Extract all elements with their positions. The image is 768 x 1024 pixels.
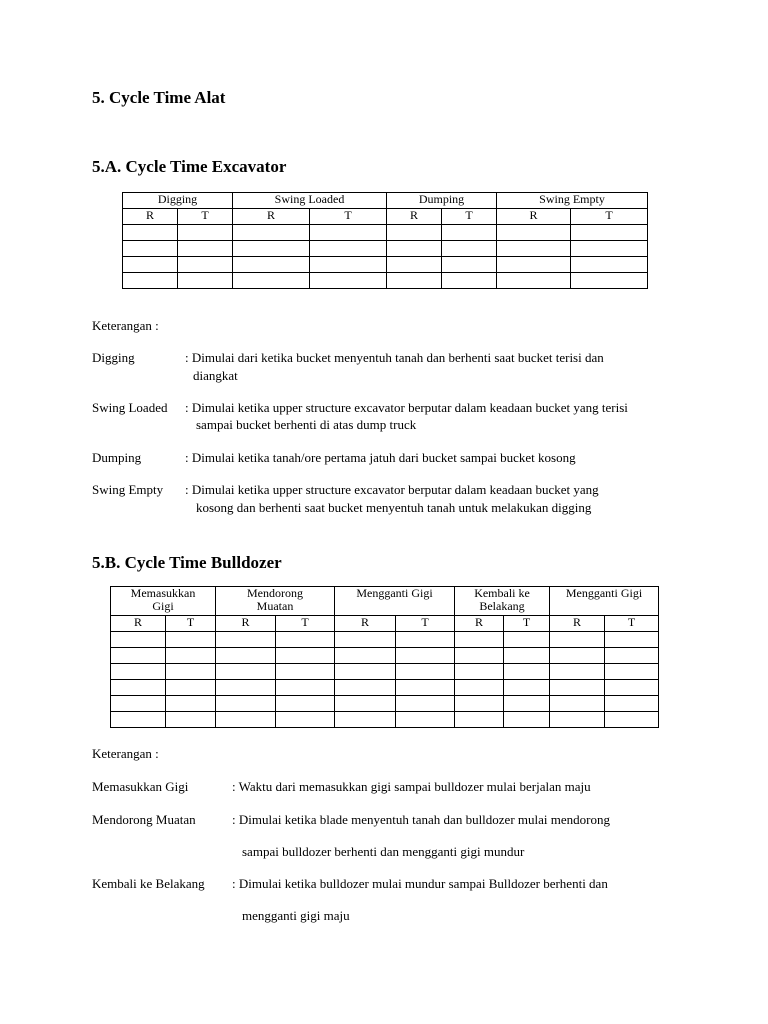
- sub-r: R: [233, 209, 310, 225]
- def-text-swing-empty: : Dimulai ketika upper structure excavator berputar dalam keadaan bucket yang: [185, 482, 599, 497]
- excavator-header-row: [123, 193, 648, 209]
- table-cell[interactable]: [504, 648, 550, 664]
- table-cell[interactable]: [550, 648, 605, 664]
- table-cell[interactable]: [111, 712, 166, 728]
- def-term-digging: Digging: [92, 350, 135, 365]
- header-line: Muatan: [256, 599, 294, 613]
- table-cell[interactable]: [455, 696, 504, 712]
- table-row: [123, 225, 648, 241]
- table-cell[interactable]: [123, 273, 178, 289]
- table-cell[interactable]: [396, 696, 455, 712]
- sub-t: T: [605, 616, 659, 632]
- table-cell[interactable]: [233, 241, 310, 257]
- table-cell[interactable]: [216, 680, 276, 696]
- excavator-heading: 5.A. Cycle Time Excavator: [92, 157, 287, 176]
- table-cell[interactable]: [605, 680, 659, 696]
- table-cell[interactable]: [571, 225, 648, 241]
- table-cell[interactable]: [396, 664, 455, 680]
- table-cell[interactable]: [216, 712, 276, 728]
- table-row: [111, 712, 659, 728]
- table-cell[interactable]: [396, 680, 455, 696]
- table-cell[interactable]: [497, 273, 571, 289]
- table-cell[interactable]: [233, 225, 310, 241]
- sub-r: R: [335, 616, 396, 632]
- table-cell[interactable]: [276, 632, 335, 648]
- page-title: 5. Cycle Time Alat: [92, 88, 226, 107]
- header-line: Mengganti Gigi: [565, 586, 643, 600]
- table-cell[interactable]: [442, 273, 497, 289]
- table-cell[interactable]: [335, 664, 396, 680]
- def-term-kembali-ke-belakang: Kembali ke Belakang: [92, 876, 205, 891]
- table-cell[interactable]: [571, 241, 648, 257]
- def-text-swing-loaded-cont: sampai bucket berhenti di atas dump truck: [196, 417, 417, 432]
- table-cell[interactable]: [335, 648, 396, 664]
- table-cell[interactable]: [455, 664, 504, 680]
- table-row: [111, 664, 659, 680]
- table-cell[interactable]: [166, 680, 216, 696]
- table-cell[interactable]: [310, 241, 387, 257]
- def-term-mendorong-muatan: Mendorong Muatan: [92, 812, 196, 827]
- table-cell[interactable]: [455, 680, 504, 696]
- sub-t: T: [442, 209, 497, 225]
- def-text-swing-loaded: : Dimulai ketika upper structure excavator berputar dalam keadaan bucket yang terisi: [185, 400, 628, 415]
- table-cell[interactable]: [387, 273, 442, 289]
- sub-r: R: [216, 616, 276, 632]
- header-kembali-ke-belakang: [455, 587, 550, 616]
- table-cell[interactable]: [396, 648, 455, 664]
- table-cell[interactable]: [497, 241, 571, 257]
- table-cell[interactable]: [335, 696, 396, 712]
- bulldozer-cycle-table: [110, 586, 659, 728]
- table-cell[interactable]: [504, 696, 550, 712]
- table-cell[interactable]: [216, 696, 276, 712]
- header-line: Kembali ke: [474, 586, 530, 600]
- table-cell[interactable]: [571, 257, 648, 273]
- table-cell[interactable]: [111, 664, 166, 680]
- table-cell[interactable]: [178, 273, 233, 289]
- table-cell[interactable]: [111, 632, 166, 648]
- table-cell[interactable]: [442, 257, 497, 273]
- table-cell[interactable]: [276, 680, 335, 696]
- excavator-cycle-table: [122, 192, 648, 289]
- def-text-dumping: : Dimulai ketika tanah/ore pertama jatuh dari bucket sampai bucket kosong: [185, 450, 576, 465]
- sub-t: T: [276, 616, 335, 632]
- def-text-digging: : Dimulai dari ketika bucket menyentuh tanah dan berhenti saat bucket terisi dan: [185, 350, 604, 365]
- bulldozer-subheader-row: [111, 616, 659, 632]
- table-cell[interactable]: [550, 632, 605, 648]
- table-row: [111, 696, 659, 712]
- sub-r: R: [111, 616, 166, 632]
- bulldozer-keterangan-label: Keterangan :: [92, 746, 159, 761]
- table-cell[interactable]: [335, 712, 396, 728]
- header-line: Mengganti Gigi: [356, 586, 433, 600]
- table-row: [111, 632, 659, 648]
- def-text-kembali-ke-belakang-cont: mengganti gigi maju: [242, 908, 350, 923]
- header-swing-empty: Swing Empty: [497, 193, 648, 209]
- table-cell[interactable]: [550, 664, 605, 680]
- table-cell[interactable]: [310, 225, 387, 241]
- table-cell[interactable]: [216, 648, 276, 664]
- table-cell[interactable]: [455, 712, 504, 728]
- excavator-subheader-row: [123, 209, 648, 225]
- table-cell[interactable]: [166, 696, 216, 712]
- def-term-swing-loaded: Swing Loaded: [92, 400, 168, 415]
- table-cell[interactable]: [310, 273, 387, 289]
- header-line: Gigi: [152, 599, 174, 613]
- table-cell[interactable]: [442, 241, 497, 257]
- table-cell[interactable]: [166, 632, 216, 648]
- table-cell[interactable]: [504, 712, 550, 728]
- bulldozer-heading: 5.B. Cycle Time Bulldozer: [92, 553, 282, 572]
- def-text-memasukkan-gigi: : Waktu dari memasukkan gigi sampai bulldozer mulai berjalan maju: [232, 779, 591, 794]
- table-row: [111, 648, 659, 664]
- table-cell[interactable]: [550, 712, 605, 728]
- table-cell[interactable]: [571, 273, 648, 289]
- header-mengganti-gigi-2: [550, 587, 659, 616]
- table-cell[interactable]: [442, 225, 497, 241]
- header-mendorong-muatan: [216, 587, 335, 616]
- table-cell[interactable]: [396, 712, 455, 728]
- table-cell[interactable]: [550, 696, 605, 712]
- sub-r: R: [550, 616, 605, 632]
- def-term-swing-empty: Swing Empty: [92, 482, 164, 497]
- sub-t: T: [396, 616, 455, 632]
- def-text-swing-empty-cont: kosong dan berhenti saat bucket menyentuh tanah untuk melakukan digging: [196, 500, 592, 515]
- sub-r: R: [497, 209, 571, 225]
- def-term-dumping: Dumping: [92, 450, 142, 465]
- table-cell[interactable]: [335, 680, 396, 696]
- table-cell[interactable]: [497, 257, 571, 273]
- bulldozer-header-row: [111, 587, 659, 616]
- table-cell[interactable]: [504, 664, 550, 680]
- table-cell[interactable]: [605, 696, 659, 712]
- table-cell[interactable]: [605, 632, 659, 648]
- table-cell[interactable]: [335, 632, 396, 648]
- def-text-mendorong-muatan-cont: sampai bulldozer berhenti dan mengganti gigi mundur: [242, 844, 525, 859]
- table-cell[interactable]: [387, 257, 442, 273]
- table-cell[interactable]: [216, 664, 276, 680]
- sub-t: T: [166, 616, 216, 632]
- table-cell[interactable]: [310, 257, 387, 273]
- table-row: [123, 257, 648, 273]
- table-cell[interactable]: [504, 680, 550, 696]
- table-cell[interactable]: [396, 632, 455, 648]
- table-cell[interactable]: [178, 257, 233, 273]
- table-cell[interactable]: [111, 680, 166, 696]
- table-cell[interactable]: [387, 225, 442, 241]
- table-cell[interactable]: [111, 648, 166, 664]
- header-swing-loaded: Swing Loaded: [233, 193, 387, 209]
- header-line: Memasukkan: [130, 586, 196, 600]
- table-cell[interactable]: [178, 225, 233, 241]
- table-cell[interactable]: [276, 648, 335, 664]
- table-cell[interactable]: [387, 241, 442, 257]
- sub-r: R: [455, 616, 504, 632]
- sub-r: R: [123, 209, 178, 225]
- header-mengganti-gigi: [335, 587, 455, 616]
- table-cell[interactable]: [123, 257, 178, 273]
- table-cell[interactable]: [166, 712, 216, 728]
- table-cell[interactable]: [233, 257, 310, 273]
- header-line: Mendorong: [247, 586, 303, 600]
- table-cell[interactable]: [123, 241, 178, 257]
- table-row: [123, 241, 648, 257]
- table-cell[interactable]: [550, 680, 605, 696]
- table-cell[interactable]: [504, 632, 550, 648]
- table-cell[interactable]: [216, 632, 276, 648]
- table-cell[interactable]: [123, 225, 178, 241]
- table-cell[interactable]: [455, 632, 504, 648]
- header-digging: Digging: [123, 193, 233, 209]
- sub-r: R: [387, 209, 442, 225]
- def-term-memasukkan-gigi: Memasukkan Gigi: [92, 779, 189, 794]
- table-cell[interactable]: [455, 648, 504, 664]
- table-cell[interactable]: [276, 712, 335, 728]
- table-cell[interactable]: [166, 648, 216, 664]
- header-dumping: Dumping: [387, 193, 497, 209]
- table-cell[interactable]: [605, 664, 659, 680]
- excavator-keterangan-label: Keterangan :: [92, 318, 159, 333]
- def-text-kembali-ke-belakang: : Dimulai ketika bulldozer mulai mundur sampai Bulldozer berhenti dan: [232, 876, 608, 891]
- def-text-mendorong-muatan: : Dimulai ketika blade menyentuh tanah dan bulldozer mulai mendorong: [232, 812, 610, 827]
- sub-t: T: [178, 209, 233, 225]
- table-row: [123, 273, 648, 289]
- sub-t: T: [571, 209, 648, 225]
- table-cell[interactable]: [605, 648, 659, 664]
- table-cell[interactable]: [233, 273, 310, 289]
- table-cell[interactable]: [276, 696, 335, 712]
- table-cell[interactable]: [166, 664, 216, 680]
- header-line: Belakang: [479, 599, 525, 613]
- table-cell[interactable]: [276, 664, 335, 680]
- def-text-digging-cont: diangkat: [193, 368, 238, 383]
- table-cell[interactable]: [497, 225, 571, 241]
- sub-t: T: [504, 616, 550, 632]
- table-cell[interactable]: [605, 712, 659, 728]
- header-memasukkan-gigi: [111, 587, 216, 616]
- sub-t: T: [310, 209, 387, 225]
- table-cell[interactable]: [111, 696, 166, 712]
- table-cell[interactable]: [178, 241, 233, 257]
- table-row: [111, 680, 659, 696]
